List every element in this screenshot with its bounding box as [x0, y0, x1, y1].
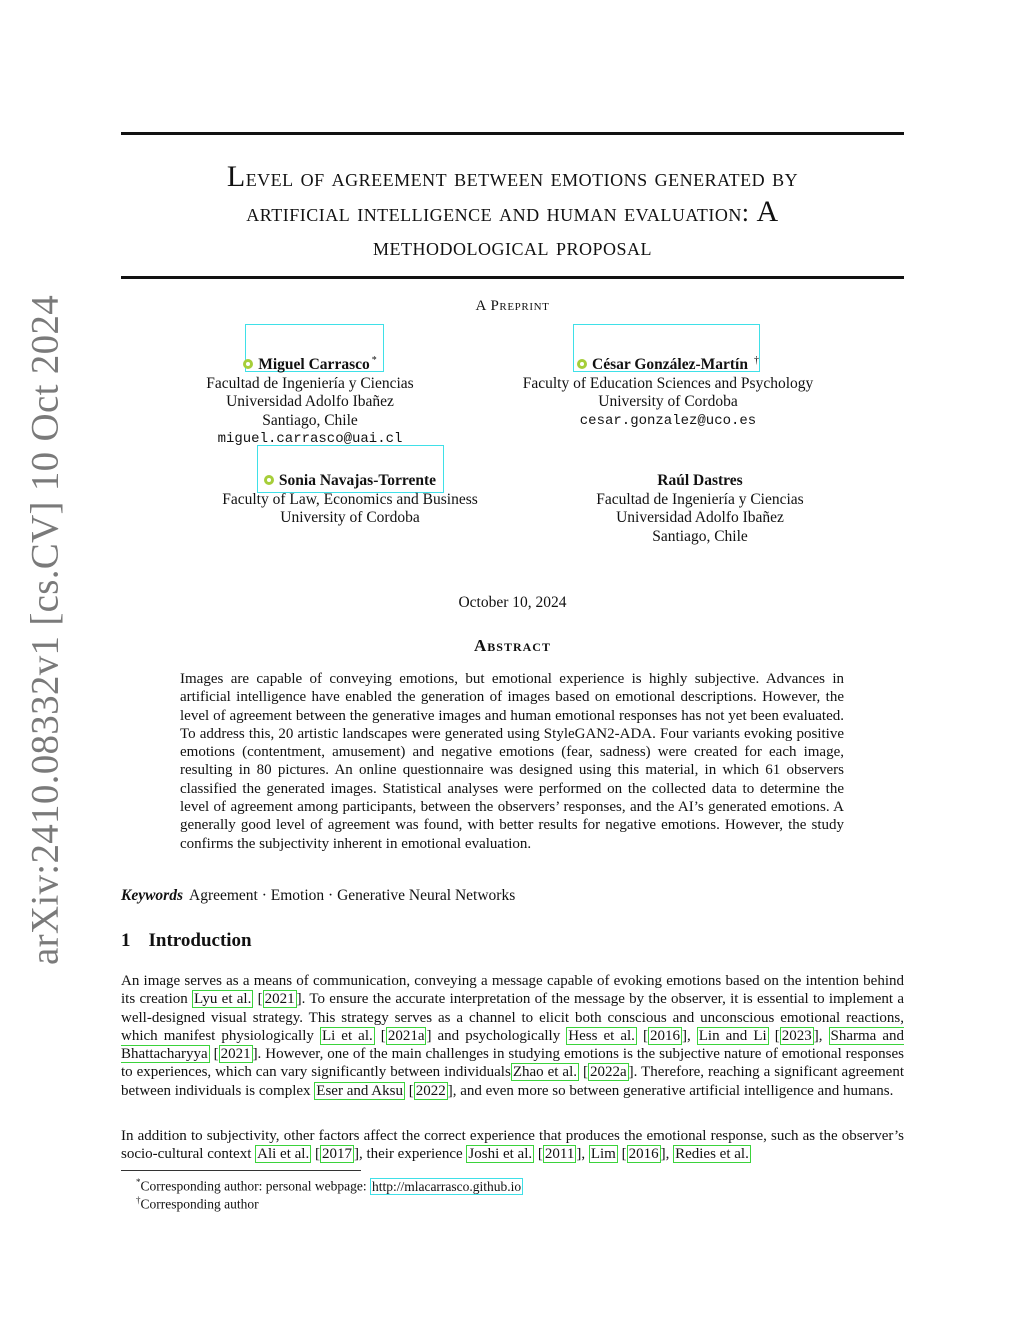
footnote-text: Corresponding author: personal webpage:	[140, 1178, 370, 1194]
paragraph-1	[121, 972, 904, 1100]
citation-link[interactable]: Zhao et al.	[512, 1064, 578, 1081]
keywords	[121, 887, 515, 905]
author-block-2	[493, 352, 843, 430]
citation-link[interactable]: Sharma and Bhattacharyya	[121, 1027, 905, 1063]
title-cap-a: A	[756, 195, 779, 228]
text-run: [	[579, 1064, 588, 1081]
text-run: [	[636, 1027, 648, 1044]
author-affiliation: Facultad de Ingeniería y Ciencias	[206, 374, 414, 392]
citation-link[interactable]: 2021	[264, 991, 295, 1008]
orcid-icon[interactable]	[577, 359, 587, 369]
citation-link[interactable]: Hess et al.	[568, 1027, 635, 1044]
orcid-icon[interactable]	[264, 475, 274, 485]
author-institution: Universidad Adolfo Ibañez	[226, 393, 394, 410]
keywords-list: Agreement · Emotion · Generative Neural Networks	[189, 887, 516, 904]
author-institution: Universidad Adolfo Ibañez	[616, 509, 784, 526]
citation-link[interactable]: 2022a	[590, 1064, 627, 1081]
section-title: Introduction	[148, 930, 252, 951]
paragraph-2	[121, 1127, 904, 1164]
text-run: [	[209, 1046, 219, 1063]
abstract-text: Images are capable of conveying emotions, but emotional experience is highly subjective. Advances in artificial intelligence have enabled the generation of images based on emotional descriptions. However, the level of agreement between the generative images and human emotional responses has not yet been evaluated. To address this, 20 artistic landscapes were generated using StyleGAN2-ADA. Four variants evoking positive emotions (contentment, amusement) and negative emotions (fear, sadness) were created for each image, resulting in 80 pictures. An online questionnaire was designed using this material, in which 61 observers classified the generated images. Statistical analyses were performed on the collected data to determine the level of agreement among participants, between the observers’ responses, and the AI’s generated emotions. A generally good level of agreement was found, with better results for negative emotions. However, the study confirms the subjectivity inherent in emotional evaluation.	[180, 671, 844, 852]
author-city: Santiago, Chile	[262, 411, 358, 429]
citation-link[interactable]: Redies et al.	[675, 1146, 749, 1163]
text-run: [	[374, 1027, 386, 1044]
paper-date: October 10, 2024	[458, 594, 567, 611]
footnote-2	[136, 1192, 259, 1213]
author-email[interactable]: cesar.gonzalez@uco.es	[579, 412, 757, 429]
preprint-label: A Preprint	[475, 298, 550, 314]
section-number: 1	[121, 930, 131, 951]
author-block-4	[540, 472, 860, 546]
author-mark: †	[753, 355, 759, 366]
author-email[interactable]: miguel.carrasco@uai.cl	[217, 431, 403, 447]
text-run: ], their experience	[353, 1146, 467, 1163]
arxiv-stamp	[20, 160, 70, 1100]
text-run: [	[404, 1082, 414, 1099]
footnote-mark: *	[136, 1177, 141, 1187]
text-run: An image serves as a means of communication, conveying a message capable of evoking emotions based on the intention behind its creation	[121, 973, 904, 1008]
text-run: In addition to subjectivity, other factors affect the correct experience that produces the emotional response, such as the observer’s socio-cultural context	[121, 1128, 904, 1163]
keywords-label: Keywords	[121, 887, 183, 904]
text-run: [	[253, 991, 263, 1008]
citation-link[interactable]: Lyu et al.	[194, 991, 252, 1008]
citation-link[interactable]: Eser and Aksu	[316, 1082, 403, 1099]
author-name[interactable]: César González-Martín	[592, 356, 748, 373]
footnote-rule	[121, 1170, 361, 1171]
author-mark: *	[371, 355, 377, 366]
text-run: ]. However, one of the main challenges in studying emotions is the subjective nature of emotional responses to experiences, which can vary significantly between individuals	[121, 1046, 904, 1081]
citation-link[interactable]: Joshi et al.	[468, 1146, 533, 1163]
text-run: ],	[813, 1027, 829, 1044]
author-city: Santiago, Chile	[652, 527, 748, 545]
author-affiliation: Facultad de Ingeniería y Ciencias	[596, 490, 804, 508]
author-name[interactable]: Sonia Navajas-Torrente	[278, 472, 437, 489]
text-run: ], and even more so between generative artificial intelligence and humans.	[447, 1082, 894, 1099]
footnote-text: Corresponding author	[140, 1196, 259, 1212]
author-affiliation: Faculty of Law, Economics and Business	[222, 490, 478, 508]
citation-link[interactable]: 2022	[415, 1082, 446, 1099]
citation-link[interactable]: 2017	[321, 1146, 352, 1163]
title-top-rule	[121, 132, 904, 135]
title-line-3: methodological proposal	[372, 232, 652, 261]
citation-link[interactable]: Lin and Li	[698, 1027, 767, 1044]
citation-link[interactable]: Lim	[590, 1146, 616, 1163]
author-institution: University of Cordoba	[280, 509, 420, 526]
citation-link[interactable]: 2023	[781, 1027, 812, 1044]
orcid-icon[interactable]	[243, 359, 253, 369]
author-affiliation: Faculty of Education Sciences and Psychology	[522, 374, 814, 392]
abstract-heading: Abstract	[474, 636, 551, 655]
title-line-1: evel of agreement between emotions generated by	[245, 163, 799, 192]
citation-link[interactable]: Li et al.	[321, 1027, 373, 1044]
text-run: ]. To ensure the accurate interpretation of the message by the observer, it is essential to implement a well-designed visual strategy. This strategy serves as a channel to elicit both conscious and unconscious emotional reactions, which manifest physiologically	[121, 991, 904, 1044]
author-block-3	[190, 472, 510, 528]
citation-link[interactable]: 2021a	[387, 1027, 425, 1044]
author-institution: University of Cordoba	[598, 393, 738, 410]
author-name: Raúl Dastres	[657, 472, 743, 489]
text-run: ],	[681, 1027, 697, 1044]
text-run: [	[311, 1146, 320, 1163]
text-run: ],	[576, 1146, 589, 1163]
text-run: ]. Therefore, reaching a significant agreement between individuals is complex	[121, 1064, 904, 1099]
section-heading	[121, 930, 252, 952]
title-line-2: artificial intelligence and human evaluation:	[246, 198, 757, 227]
text-run: [	[617, 1146, 627, 1163]
citation-link[interactable]: 2016	[628, 1146, 659, 1163]
arxiv-identifier: arXiv:2410.08332v1 [cs.CV] 10 Oct 2024	[23, 295, 67, 965]
citation-link[interactable]: 2021	[220, 1046, 251, 1063]
citation-link[interactable]: 2016	[649, 1027, 680, 1044]
title-cap-l: L	[226, 160, 246, 193]
text-run: [	[768, 1027, 780, 1044]
text-run: ] and psychologically	[426, 1027, 567, 1044]
footnote-mark: †	[136, 1195, 141, 1205]
author-name[interactable]: Miguel Carrasco	[258, 356, 370, 373]
author-block-1	[160, 352, 460, 449]
text-run: [	[534, 1146, 543, 1163]
paper-title	[121, 160, 904, 264]
title-bottom-rule	[121, 276, 904, 279]
text-run: ],	[660, 1146, 674, 1163]
personal-webpage-link[interactable]: http://mlacarrasco.github.io	[371, 1178, 522, 1194]
citation-link[interactable]: 2011	[544, 1146, 575, 1163]
citation-link[interactable]: Ali et al.	[257, 1146, 310, 1163]
